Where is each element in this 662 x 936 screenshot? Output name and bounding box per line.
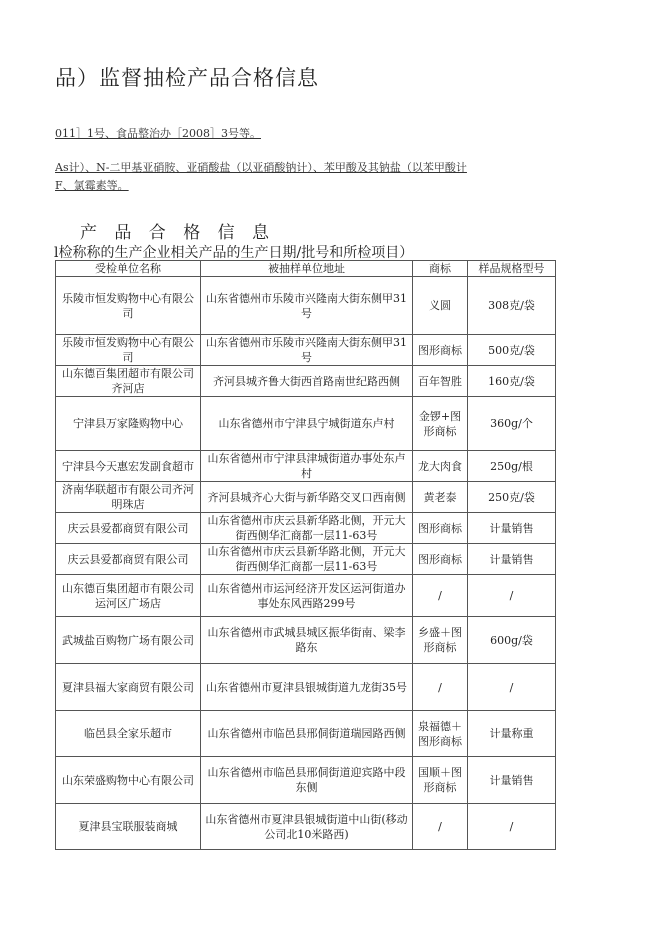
cell-spec: 500克/袋 [468,335,556,366]
cell-brand: 乡盛＋图形商标 [413,617,468,664]
cell-brand: 图形商标 [413,513,468,544]
table-row [56,513,556,544]
cell-spec: 计量称重 [468,711,556,757]
section-subtitle: l检称称的生产企业相关产品的生产日期/批号和所检项目） [54,245,414,261]
cell-unit: 庆云县爱都商贸有限公司 [56,544,201,575]
cell-address: 山东省德州市庆云县新华路北侧，开元大街西侧华汇商都一层11-63号 [201,544,413,575]
cell-spec: 600g/袋 [468,617,556,664]
cell-spec: / [468,575,556,617]
cell-spec: 计量销售 [468,757,556,804]
table-row [56,804,556,850]
table-row [56,617,556,664]
cell-unit: 山东德百集团超市有限公司齐河店 [56,366,201,397]
table-row [56,482,556,513]
cell-spec: / [468,664,556,711]
column-header-brand: 商标 [413,261,468,277]
table-row [56,397,556,451]
table-row [56,335,556,366]
cell-unit: 庆云县爱都商贸有限公司 [56,513,201,544]
cell-address: 山东省德州市临邑县邢侗街道迎宾路中段东侧 [201,757,413,804]
cell-unit: 宁津县万家隆购物中心 [56,397,201,451]
test-items-line-1: As计）、N-二甲基亚硝胺、亚硝酸盐（以亚硝酸钠计）、苯甲酸及其钠盐（以苯甲酸计 [55,161,467,174]
table-row [56,711,556,757]
cell-brand: 龙大肉食 [413,451,468,482]
cell-unit: 山东德百集团超市有限公司运河区广场店 [56,575,201,617]
table-row [56,575,556,617]
cell-unit: 山东荣盛购物中心有限公司 [56,757,201,804]
column-header-unit: 受检单位名称 [56,261,201,277]
cell-spec: / [468,804,556,850]
section-title: 产 品 合 格 信 息 [80,223,276,243]
cell-spec: 250g/根 [468,451,556,482]
column-header-address: 被抽样单位地址 [201,261,413,277]
cell-brand: 图形商标 [413,335,468,366]
cell-spec: 308克/袋 [468,277,556,335]
cell-address: 山东省德州市乐陵市兴隆南大街东侧甲31号 [201,335,413,366]
cell-spec: 计量销售 [468,544,556,575]
cell-unit: 武城盐百购物广场有限公司 [56,617,201,664]
cell-brand: 黄老泰 [413,482,468,513]
cell-address: 山东省德州市武城县城区振华街南、梁李路东 [201,617,413,664]
cell-unit: 乐陵市恒发购物中心有限公司 [56,277,201,335]
test-items-line-2: F、氯霉素等。 [55,179,129,192]
table-row [56,366,556,397]
cell-unit: 夏津县福大家商贸有限公司 [56,664,201,711]
cell-brand: 图形商标 [413,544,468,575]
cell-address: 山东省德州市夏津县银城街道九龙街35号 [201,664,413,711]
cell-unit: 宁津县今天惠宏发副食超市 [56,451,201,482]
qualified-products-table [55,260,556,850]
cell-address: 齐河县城齐心大街与新华路交叉口西南侧 [201,482,413,513]
cell-address: 山东省德州市夏津县银城街道中山街(移动公司北10米路西) [201,804,413,850]
table-header-row [56,261,556,277]
table-row [56,451,556,482]
cell-spec: 250克/袋 [468,482,556,513]
cell-spec: 360g/个 [468,397,556,451]
cell-spec: 计量销售 [468,513,556,544]
cell-unit: 济南华联超市有限公司齐河明珠店 [56,482,201,513]
cell-brand: / [413,804,468,850]
cell-address: 山东省德州市宁津县宁城街道东卢村 [201,397,413,451]
cell-brand: / [413,664,468,711]
cell-address: 山东省德州市临邑县邢侗街道瑞园路西侧 [201,711,413,757]
cell-spec: 160克/袋 [468,366,556,397]
table-row [56,757,556,804]
cell-unit: 乐陵市恒发购物中心有限公司 [56,335,201,366]
table-row [56,664,556,711]
table-row [56,544,556,575]
cell-address: 齐河县城齐鲁大街西首路南世纪路西侧 [201,366,413,397]
cell-address: 山东省德州市运河经济开发区运河街道办事处东风西路299号 [201,575,413,617]
cell-brand: 义圆 [413,277,468,335]
cell-brand: 金锣+图形商标 [413,397,468,451]
cell-address: 山东省德州市庆云县新华路北侧，开元大街西侧华汇商都一层11-63号 [201,513,413,544]
cell-brand: 国顺＋图形商标 [413,757,468,804]
cell-brand: / [413,575,468,617]
cell-address: 山东省德州市宁津县津城街道办事处东卢村 [201,451,413,482]
basis-line: 011］1号、食品整治办［2008］3号等。 [55,127,261,140]
column-header-spec: 样品规格型号 [468,261,556,277]
page-title: 品）监督抽检产品合格信息 [55,66,319,90]
cell-unit: 临邑县全家乐超市 [56,711,201,757]
table-row [56,277,556,335]
cell-brand: 百年智胜 [413,366,468,397]
cell-address: 山东省德州市乐陵市兴隆南大街东侧甲31号 [201,277,413,335]
cell-unit: 夏津县宝联服装商城 [56,804,201,850]
cell-brand: 泉福德＋图形商标 [413,711,468,757]
